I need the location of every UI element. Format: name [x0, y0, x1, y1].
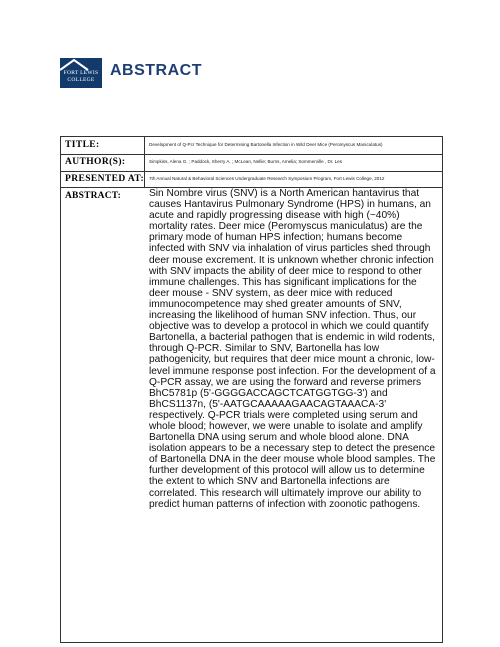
authors-label: AUTHOR(S): [65, 157, 126, 167]
presented-value: 7th Annual Natural & Behavioral Sciences Undergraduate Research Symposium Program, Fort Lewis College, 2012 [149, 176, 385, 181]
presented-label: PRESENTED AT: [65, 174, 145, 184]
authors-row [61, 154, 442, 172]
abstract-label: ABSTRACT: [65, 191, 121, 201]
presented-row [61, 171, 442, 188]
title-value: Development of Q-Pcr Technique for Determining Bartonella Infection in Wild Deer Mice (Peromyscus Maniculatus) [149, 142, 383, 147]
logo-line-1: FORT LEWIS [63, 70, 99, 76]
abstract-form [60, 136, 443, 643]
page-heading: ABSTRACT [110, 62, 202, 79]
title-label: TITLE: [65, 140, 100, 150]
abstract-text: Sin Nombre virus (SNV) is a North American hantavirus that causes Hantavirus Pulmonary Syndrome (HPS) in humans, an acute and rapidly progressing disease with high (~40%) mortality rates. Deer mice (Peromyscus maniculatus) are the primary mode of human HPS infection; humans become infected with SNV via inhalation of virus particles shed through deer mouse excrement. It is unknown whether chronic infection with SNV impacts the ability of deer mice to respond to other immune challenges. This has significant implications for the deer mouse - SNV system, as deer mice with reduced immunocompetence may shed greater amounts of SNV, increasing the likelihood of human SNV infection. Thus, our objective was to develop a protocol in which we could quantify Bartonella, a bacterial pathogen that is endemic in wild rodents, through Q-PCR. Similar to SNV, Bartonella has low pathogenicity, but requires that deer mice mount a chronic, low-level immune response post infection. For the development of a Q-PCR assay, we are using the forward and reverse primers BhC5781p (5'-GGGGACCAGCTCATGGTGG-3') and BhCS1137n, (5'-AATGCAAAAAGAACAGTAAACA-3' respectively. Q-PCR trials were completed using serum and whole blood; however, we were unable to isolate and amplify Bartonella DNA using serum and whole blood alone. DNA isolation appears to be a necessary step to detect the presence of Bartonella DNA in the deer mouse whole blood samples. The further development of this protocol will allow us to determine the extent to which SNV and Bartonella infections are correlated. This research will ultimately improve our ability to predict human patterns of infection with zoonotic pathogens. [149, 188, 436, 510]
authors-value: Simpkiss, Alena G. ; Paddock, Sherry A. ; McLean, Nellie; Burns, Amelia; Sommerville , Dr. Les [149, 159, 343, 164]
row-divider [144, 171, 145, 187]
row-divider [144, 154, 145, 171]
logo-line-2: COLLEGE [67, 77, 95, 83]
title-row [61, 137, 442, 155]
row-divider [144, 137, 145, 154]
college-logo [60, 58, 102, 88]
